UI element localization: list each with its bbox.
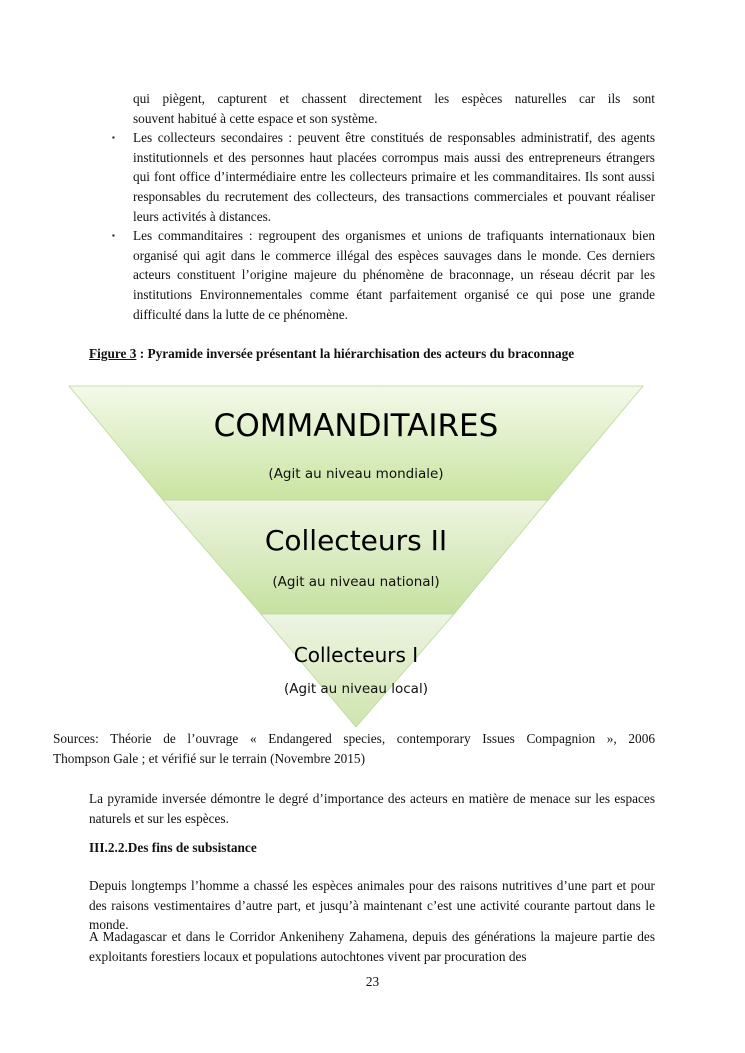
pyramid-level-2-title: Collecteurs II: [264, 524, 448, 557]
section-heading: III.2.2.Des fins de subsistance: [89, 840, 257, 855]
pyramid-level-middle: [163, 500, 548, 614]
figure-caption-text: : Pyramide inversée présentant la hiérarchisation des acteurs du braconnage: [136, 346, 575, 361]
pyramid-level-bottom: [261, 614, 454, 727]
inverted-pyramid-diagram: [0, 378, 745, 728]
figure-label: Figure 3: [89, 346, 137, 361]
bullet-sponsors-text: Les commanditaires : regroupent des organismes et unions de trafiquants internationaux bien organisé qui agit dans le commerce illégal des espèces sauvages dans le monde. Ces derniers acteurs constituent l’origine majeure du phénomène de braconnage, un réseau décrit par les institutions Environnementales comme étant parfaitement organisé ce qui pose une grande difficulté dans la lutte de ce phénomène.: [133, 228, 655, 322]
bullet-marker: ▪: [112, 133, 115, 143]
bullet-secondary-collectors: [112, 128, 655, 226]
bullet-sponsors: [112, 226, 655, 324]
pyramid-explanation: La pyramide inversée démontre le degré d’importance des acteurs en matière de menace sur les espaces naturels et sur les espèces.: [89, 791, 655, 826]
pyramid-level-1-title: COMMANDITAIRES: [213, 408, 499, 444]
pyramid-level-3-subtitle: (Agit au niveau local): [284, 681, 428, 697]
sources-line1: Sources: Théorie de l’ouvrage « Endangered species, contemporary Issues Compagnion », 2006: [53, 731, 655, 746]
bullet-list: [112, 89, 655, 324]
bullet-continuation-line2: souvent habitué à cette espace et son système.: [133, 110, 378, 126]
figure-sources: [53, 729, 655, 769]
page-number: 23: [365, 974, 380, 989]
pyramid-level-2-subtitle: (Agit au niveau national): [272, 574, 440, 590]
pyramid-level-3-title: Collecteurs I: [293, 643, 419, 667]
pyramid-level-1-subtitle: (Agit au niveau mondiale): [268, 466, 444, 482]
paragraph-subsistence-2: A Madagascar et dans le Corridor Ankeniheny Zahamena, depuis des générations la majeure partie des exploitants forestiers locaux et populations autochtones vivent par procuration des: [89, 929, 655, 964]
bullet-continuation-line1: qui piègent, capturent et chassent directement les espèces naturelles car ils sont: [133, 91, 655, 106]
bullet-secondary-text: Les collecteurs secondaires : peuvent être constitués de responsables administratif, des agents institutionnels et des personnes haut placées corrompus mais aussi des entrepreneurs étrangers qui font office d’intermédiaire entre les collecteurs primaire et les commanditaires. Ils sont aussi responsables du recrutement des collecteurs, des transactions commerciales et pouvant réaliser leurs activités à distances.: [133, 130, 655, 224]
paragraph-subsistence-1: Depuis longtemps l’homme a chassé les espèces animales pour des raisons nutritives d’une part et pour des raisons vestimentaires d’autre part, et jusqu’à maintenant c’est une activité courante partout dans le monde.: [89, 878, 655, 933]
bullet-marker: ▪: [112, 231, 115, 241]
figure-caption: [89, 346, 574, 362]
sources-line2: Thompson Gale ; et vérifié sur le terrain (Novembre 2015): [53, 751, 366, 766]
